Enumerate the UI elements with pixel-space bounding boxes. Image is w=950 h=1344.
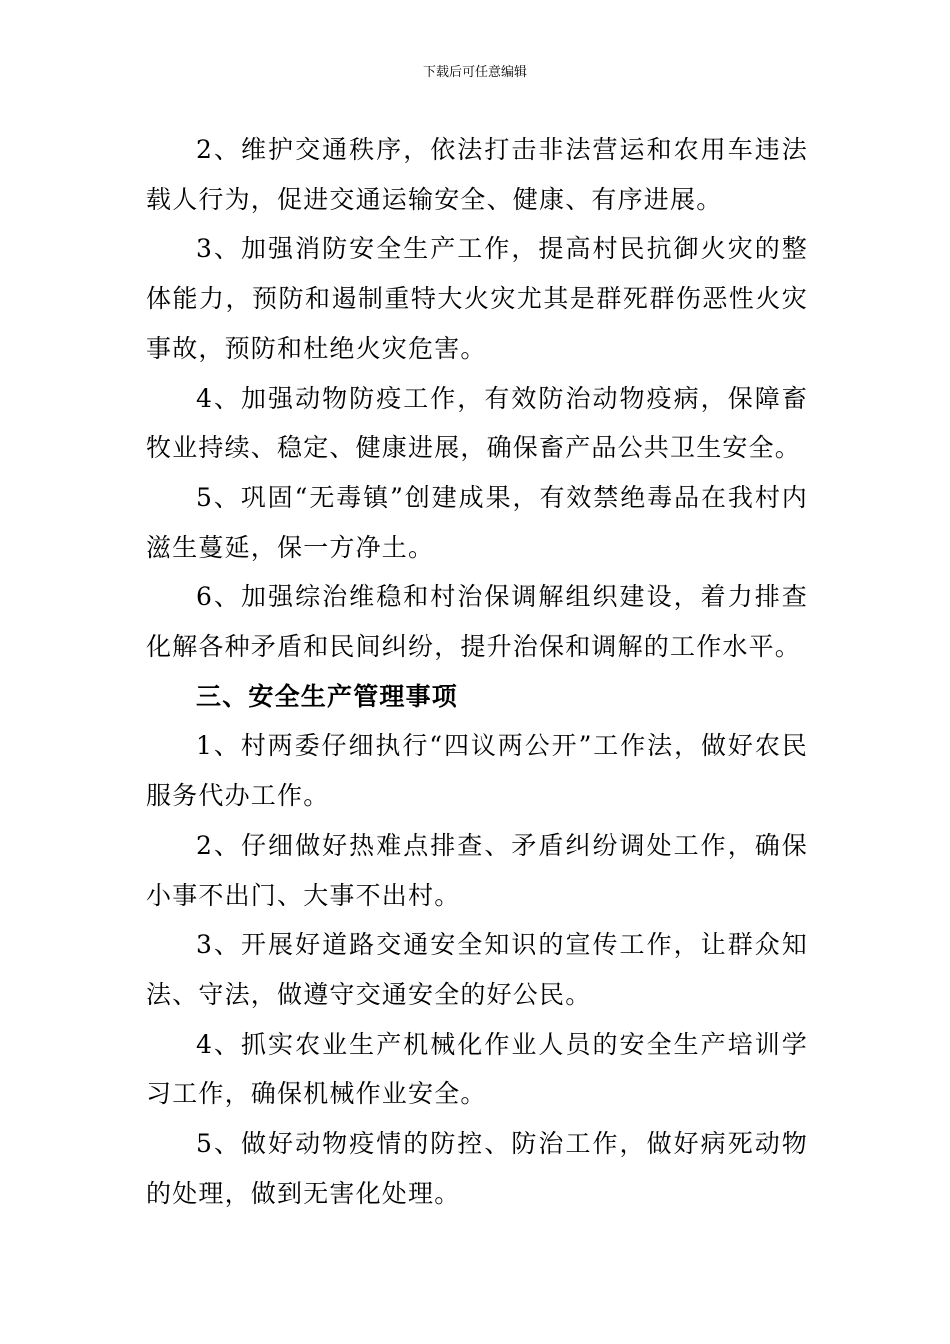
paragraph-dispute-resolution: 2、仔细做好热难点排查、矛盾纠纷调处工作，确保小事不出门、大事不出村。 xyxy=(146,830,808,910)
paragraph-fire-safety: 3、加强消防安全生产工作，提高村民抗御火灾的整体能力，预防和遏制重特大火灾尤其是群死群伤恶性火灾事故，预防和杜绝火灾危害。 xyxy=(146,234,808,363)
section-heading: 三、安全生产管理事项 xyxy=(196,681,459,711)
paragraph-epidemic-control: 5、做好动物疫情的防控、防治工作，做好病死动物的处理，做到无害化处理。 xyxy=(146,1129,808,1208)
document-body xyxy=(146,125,808,1218)
paragraph-machinery-training: 4、抓实农业生产机械化作业人员的安全生产培训学习工作，确保机械作业安全。 xyxy=(146,1029,808,1109)
paragraph-drug-free: 5、巩固“无毒镇”创建成果，有效禁绝毒品在我村内滋生蔓延，保一方净土。 xyxy=(146,482,808,562)
paragraph-village-committee: 1、村两委仔细执行“四议两公开”工作法，做好农民服务代办工作。 xyxy=(146,731,808,811)
header-note: 下载后可任意编辑 xyxy=(422,65,527,80)
paragraph-road-safety-education: 3、开展好道路交通安全知识的宣传工作，让群众知法、守法，做遵守交通安全的好公民。 xyxy=(146,930,808,1009)
paragraph-mediation: 6、加强综治维稳和村治保调解组织建设，着力排查化解各种矛盾和民间纠纷，提升治保和调解的工作水平。 xyxy=(146,582,808,662)
paragraph-animal-epidemic: 4、加强动物防疫工作，有效防治动物疫病，保障畜牧业持续、稳定、健康进展，确保畜产品公共卫生安全。 xyxy=(146,383,808,463)
paragraph-traffic-order: 2、维护交通秩序，依法打击非法营运和农用车违法载人行为，促进交通运输安全、健康、有序进展。 xyxy=(146,135,808,214)
